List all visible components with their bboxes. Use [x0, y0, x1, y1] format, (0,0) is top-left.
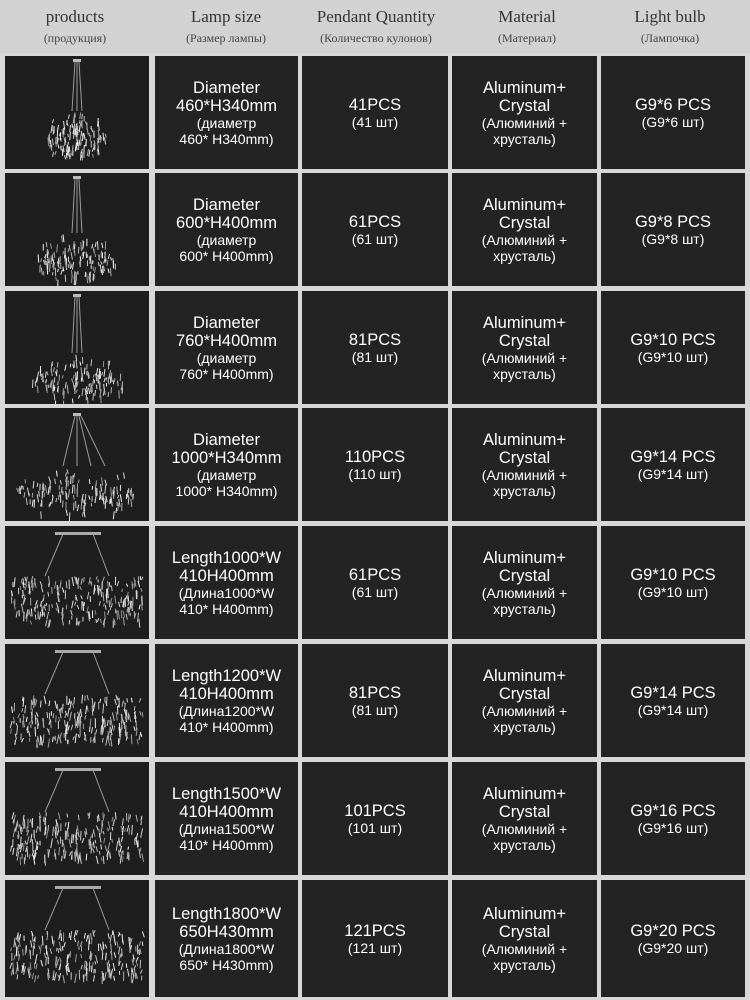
lamp-size-cell [155, 56, 298, 169]
material-line: Crystal [498, 96, 551, 115]
lamp-size-ru-line: (диаметр [196, 231, 257, 248]
pendant-quantity-ru: (61 шт) [351, 230, 399, 247]
header-label-ru: (продукция) [43, 31, 107, 45]
light-bulb-cell [601, 644, 745, 757]
header-label-ru: (Лампочка) [640, 31, 700, 45]
material-ru-line: хрусталь) [493, 482, 556, 499]
header-label: Lamp size [190, 7, 262, 26]
material-ru-line: (Алюминий + [481, 820, 568, 837]
pendant-quantity: 110PCS [344, 447, 406, 466]
product-image [5, 291, 149, 404]
pendant-quantity-ru: (110 шт) [348, 465, 402, 482]
material-ru-line: хрусталь) [493, 600, 556, 617]
pendant-quantity-ru: (61 шт) [351, 583, 399, 600]
material-line: Aluminum+ [483, 666, 566, 685]
light-bulb-ru: (G9*6 шт) [641, 113, 705, 130]
lamp-size-line: 1000*H340mm [171, 448, 282, 467]
light-bulb-cell [601, 880, 745, 997]
light-bulb: G9*14 PCS [630, 447, 716, 466]
light-bulb-cell [601, 526, 745, 639]
header-label-ru: (Материал) [497, 31, 557, 45]
light-bulb-cell [601, 762, 745, 875]
pendant-quantity-ru: (121 шт) [347, 939, 403, 956]
material-ru-line: хрусталь) [493, 247, 556, 264]
material-cell [452, 291, 597, 404]
lamp-size-ru-line: (Длина1500*W [178, 820, 275, 837]
lamp-size-ru-line: 410* H400mm) [179, 718, 274, 735]
pendant-quantity: 101PCS [344, 801, 406, 820]
lamp-size-line: Length1500*W [171, 784, 282, 803]
material-ru-line: хрусталь) [493, 836, 556, 853]
light-bulb-ru: (G9*8 шт) [641, 230, 705, 247]
pendant-quantity-ru: (81 шт) [351, 701, 399, 718]
light-bulb-ru: (G9*10 шт) [637, 348, 709, 365]
light-bulb: G9*14 PCS [630, 683, 716, 702]
chandelier-icon [5, 762, 149, 875]
lamp-size-cell [155, 291, 298, 404]
material-line: Aluminum+ [483, 430, 566, 449]
lamp-size-line: 460*H340mm [176, 96, 277, 115]
pendant-quantity-cell [302, 762, 448, 875]
light-bulb: G9*20 PCS [630, 921, 716, 940]
chandelier-icon [5, 291, 149, 404]
material-ru-line: (Алюминий + [481, 940, 568, 957]
lamp-size-cell [155, 408, 298, 521]
light-bulb: G9*8 PCS [634, 212, 712, 231]
lamp-size-ru-line: 650* H430mm) [179, 956, 274, 973]
lamp-size-line: Diameter [193, 313, 260, 332]
light-bulb-ru: (G9*16 шт) [637, 819, 709, 836]
light-bulb-cell [601, 173, 745, 286]
material-line: Crystal [498, 448, 551, 467]
product-image [5, 526, 149, 639]
material-line: Aluminum+ [483, 548, 566, 567]
product-image [5, 762, 149, 875]
material-line: Crystal [498, 331, 551, 350]
light-bulb: G9*10 PCS [630, 565, 716, 584]
header-lamp-size [151, 0, 301, 53]
pendant-quantity: 41PCS [348, 95, 402, 114]
light-bulb-cell [601, 291, 745, 404]
material-ru-line: (Алюминий + [481, 702, 568, 719]
lamp-size-ru-line: (диаметр [196, 114, 257, 131]
material-line: Aluminum+ [483, 195, 566, 214]
lamp-size-ru-line: (диаметр [196, 349, 257, 366]
lamp-size-line: 410H400mm [179, 684, 274, 703]
material-line: Crystal [498, 566, 551, 585]
pendant-quantity-cell [302, 291, 448, 404]
material-ru-line: (Алюминий + [481, 466, 568, 483]
pendant-quantity: 61PCS [348, 565, 402, 584]
header-label-ru: (Количество кулонов) [320, 31, 432, 45]
pendant-quantity: 61PCS [348, 212, 402, 231]
material-ru-line: (Алюминий + [481, 584, 568, 601]
lamp-size-ru-line: (Длина1000*W [178, 584, 275, 601]
lamp-size-line: Diameter [193, 430, 260, 449]
material-line: Aluminum+ [483, 313, 566, 332]
pendant-quantity-ru: (81 шт) [351, 348, 399, 365]
pendant-quantity-cell [302, 526, 448, 639]
material-line: Crystal [498, 684, 551, 703]
chandelier-icon [5, 644, 149, 757]
product-image [5, 173, 149, 286]
lamp-size-line: 410H400mm [179, 566, 274, 585]
pendant-quantity: 121PCS [344, 921, 406, 940]
lamp-size-line: 760*H400mm [176, 331, 277, 350]
material-cell [452, 526, 597, 639]
pendant-quantity-cell [302, 644, 448, 757]
header-label-ru: (Размер лампы) [186, 31, 266, 45]
material-line: Aluminum+ [483, 904, 566, 923]
material-cell [452, 644, 597, 757]
pendant-quantity-ru: (101 шт) [347, 819, 403, 836]
lamp-size-line: Diameter [193, 195, 260, 214]
pendant-quantity-cell [302, 408, 448, 521]
product-image [5, 644, 149, 757]
lamp-size-ru-line: 600* H400mm) [179, 247, 274, 264]
material-line: Crystal [498, 213, 551, 232]
header-label: Pendant Quantity [316, 7, 436, 26]
light-bulb: G9*16 PCS [630, 801, 716, 820]
material-cell [452, 173, 597, 286]
chandelier-icon [5, 173, 149, 286]
material-line: Aluminum+ [483, 78, 566, 97]
pendant-quantity-ru: (41 шт) [351, 113, 399, 130]
lamp-size-cell [155, 526, 298, 639]
material-line: Aluminum+ [483, 784, 566, 803]
header-pendant-quantity [296, 0, 456, 53]
chandelier-icon [5, 408, 149, 521]
material-ru-line: хрусталь) [493, 718, 556, 735]
material-line: Crystal [498, 802, 551, 821]
lamp-size-line: Diameter [193, 78, 260, 97]
product-table [0, 53, 750, 1000]
material-ru-line: (Алюминий + [481, 114, 568, 131]
material-ru-line: хрусталь) [493, 956, 556, 973]
chandelier-icon [5, 880, 149, 997]
lamp-size-ru-line: 410* H400mm) [179, 600, 274, 617]
header-material [452, 0, 602, 53]
lamp-size-cell [155, 644, 298, 757]
pendant-quantity: 81PCS [348, 683, 402, 702]
material-cell [452, 408, 597, 521]
lamp-size-cell [155, 762, 298, 875]
header-label: Material [498, 7, 556, 26]
material-ru-line: (Алюминий + [481, 231, 568, 248]
table-header [0, 0, 750, 53]
pendant-quantity-cell [302, 56, 448, 169]
pendant-quantity-cell [302, 880, 448, 997]
light-bulb-ru: (G9*20 шт) [637, 939, 709, 956]
header-label: products [45, 7, 105, 26]
header-light-bulb [595, 0, 745, 53]
material-ru-line: хрусталь) [493, 365, 556, 382]
lamp-size-line: 410H400mm [179, 802, 274, 821]
lamp-size-cell [155, 173, 298, 286]
light-bulb-cell [601, 408, 745, 521]
pendant-quantity-cell [302, 173, 448, 286]
lamp-size-ru-line: 760* H400mm) [179, 365, 274, 382]
light-bulb-ru: (G9*14 шт) [637, 465, 709, 482]
lamp-size-ru-line: (диаметр [196, 466, 257, 483]
lamp-size-line: Length1200*W [171, 666, 282, 685]
lamp-size-cell [155, 880, 298, 997]
header-label: Light bulb [634, 7, 706, 26]
lamp-size-line: 600*H400mm [176, 213, 277, 232]
pendant-quantity: 81PCS [348, 330, 402, 349]
material-line: Crystal [498, 922, 551, 941]
material-cell [452, 56, 597, 169]
header-products [0, 0, 150, 53]
light-bulb: G9*10 PCS [630, 330, 716, 349]
material-ru-line: хрусталь) [493, 130, 556, 147]
lamp-size-ru-line: 460* H340mm) [179, 130, 274, 147]
light-bulb-cell [601, 56, 745, 169]
lamp-size-ru-line: 410* H400mm) [179, 836, 274, 853]
light-bulb: G9*6 PCS [634, 95, 712, 114]
product-image [5, 56, 149, 169]
lamp-size-ru-line: 1000* H340mm) [175, 482, 278, 499]
material-cell [452, 762, 597, 875]
lamp-size-ru-line: (Длина1200*W [178, 702, 275, 719]
material-ru-line: (Алюминий + [481, 349, 568, 366]
product-image [5, 880, 149, 997]
chandelier-icon [5, 56, 149, 169]
light-bulb-ru: (G9*10 шт) [637, 583, 709, 600]
lamp-size-line: Length1000*W [171, 548, 282, 567]
lamp-size-ru-line: (Длина1800*W [178, 940, 275, 957]
material-cell [452, 880, 597, 997]
product-image [5, 408, 149, 521]
lamp-size-line: 650H430mm [179, 922, 274, 941]
lamp-size-line: Length1800*W [171, 904, 282, 923]
chandelier-icon [5, 526, 149, 639]
light-bulb-ru: (G9*14 шт) [637, 701, 709, 718]
